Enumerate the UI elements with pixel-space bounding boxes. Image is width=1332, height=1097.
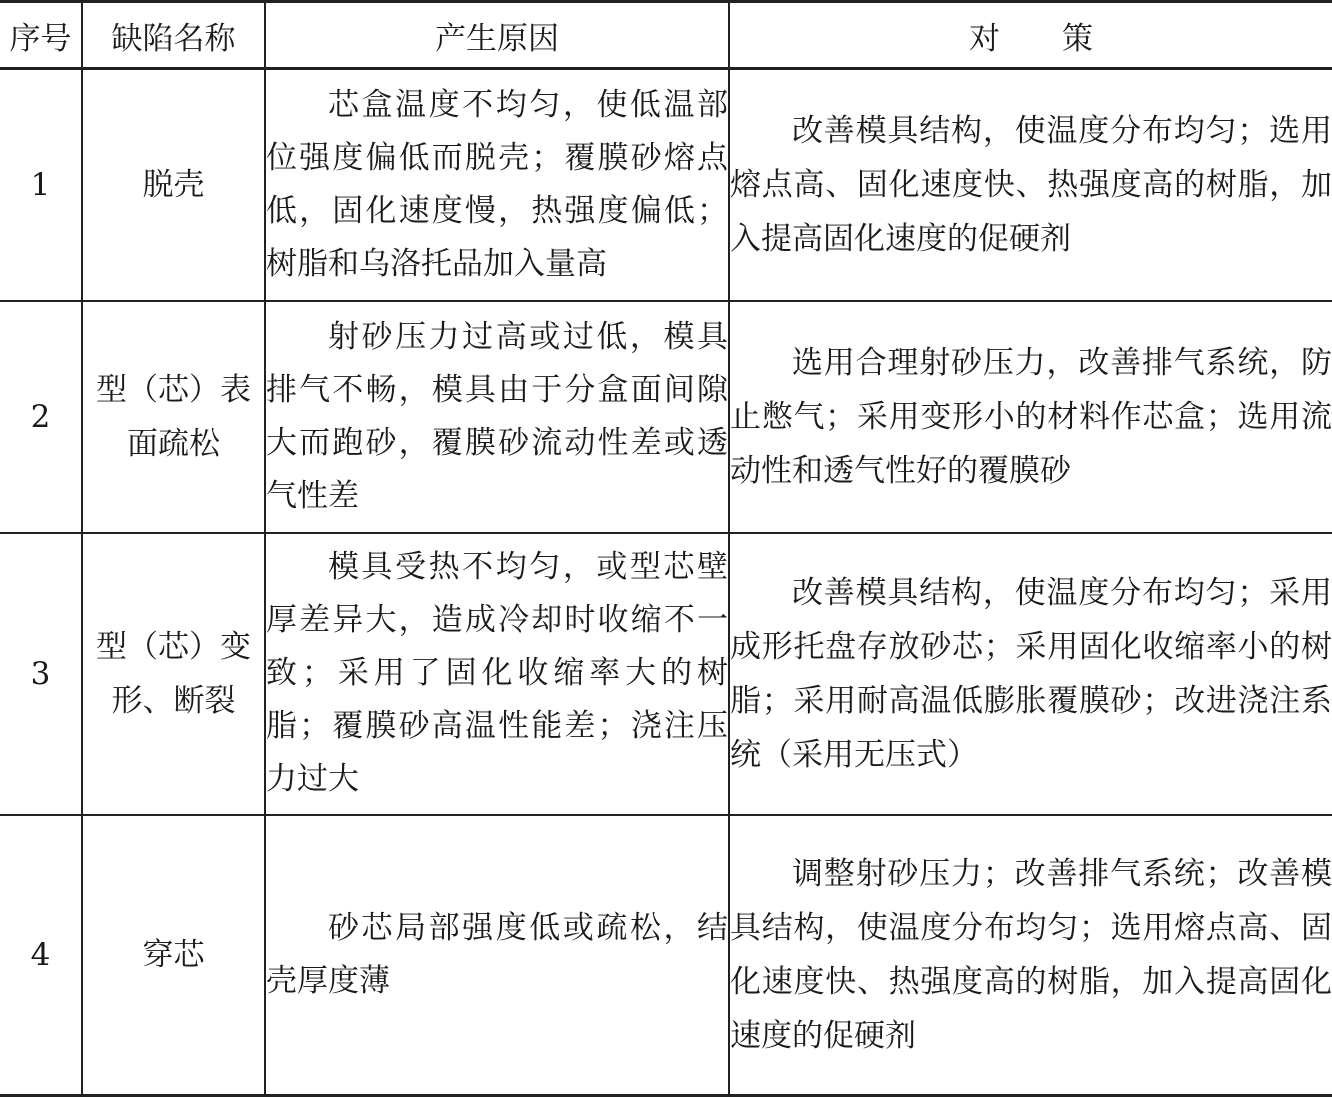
table-row [0,815,1332,1096]
cell-defect-name: 脱壳 [82,69,265,301]
cell-defect-name: 型（芯）变形、断裂 [82,533,265,815]
cell-no: 4 [0,815,82,1096]
header-no: 序号 [0,2,82,69]
cell-no: 1 [0,69,82,301]
cell-cause: 射砂压力过高或过低，模具排气不畅，模具由于分盒面间隙大而跑砂，覆膜砂流动性差或透气性差 [265,301,729,533]
cell-measure: 调整射砂压力；改善排气系统；改善模具结构，使温度分布均匀；选用熔点高、固化速度快、热强度高的树脂，加入提高固化速度的促硬剂 [729,815,1332,1096]
cell-no: 2 [0,301,82,533]
cell-measure: 改善模具结构，使温度分布均匀；采用成形托盘存放砂芯；采用固化收缩率小的树脂；采用耐高温低膨胀覆膜砂；改进浇注系统（采用无压式） [729,533,1332,815]
header-defect-name: 缺陷名称 [82,2,265,69]
header-cause: 产生原因 [265,2,729,69]
cell-measure: 改善模具结构，使温度分布均匀；选用熔点高、固化速度快、热强度高的树脂，加入提高固化速度的促硬剂 [729,69,1332,301]
cell-defect-name: 型（芯）表面疏松 [82,301,265,533]
header-measure: 对 策 [729,2,1332,69]
table-row [0,69,1332,301]
header-row [0,2,1332,69]
cell-defect-name: 穿芯 [82,815,265,1096]
cell-cause: 模具受热不均匀，或型芯壁厚差异大，造成冷却时收缩不一致；采用了固化收缩率大的树脂；覆膜砂高温性能差；浇注压力过大 [265,533,729,815]
table-row [0,533,1332,815]
cell-cause: 芯盒温度不均匀，使低温部位强度偏低而脱壳；覆膜砂熔点低，固化速度慢，热强度偏低；树脂和乌洛托品加入量高 [265,69,729,301]
cell-cause: 砂芯局部强度低或疏松，结壳厚度薄 [265,815,729,1096]
table-row [0,301,1332,533]
cell-no: 3 [0,533,82,815]
cell-measure: 选用合理射砂压力，改善排气系统，防止憋气；采用变形小的材料作芯盒；选用流动性和透气性好的覆膜砂 [729,301,1332,533]
